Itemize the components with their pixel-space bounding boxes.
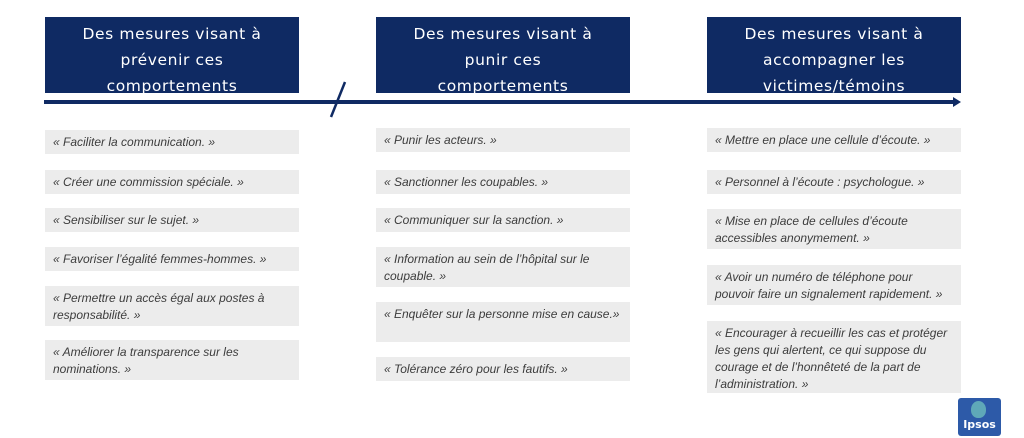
- support-item-5: « Encourager à recueillir les cas et protéger les gens qui alertent, ce qui suppose du courage et de l’honnêteté de la part de l’administration. »: [707, 321, 961, 393]
- header-punish-line3: comportements: [437, 77, 569, 95]
- punish-item-6: « Tolérance zéro pour les fautifs. »: [376, 357, 630, 381]
- support-item-4: « Avoir un numéro de téléphone pour pouvoir faire un signalement rapidement. »: [707, 265, 961, 305]
- punish-item-4: « Information au sein de l’hôpital sur le coupable. »: [376, 247, 630, 287]
- timeline-arrowhead: [953, 97, 961, 107]
- prevent-item-1: « Faciliter la communication. »: [45, 130, 299, 154]
- prevent-item-5: « Permettre un accès égal aux postes à responsabilité. »: [45, 286, 299, 326]
- punish-item-2: « Sanctionner les coupables. »: [376, 170, 630, 194]
- header-support-line2: accompagner les: [763, 51, 905, 69]
- header-prevent-line3: comportements: [106, 77, 238, 95]
- prevent-item-6: « Améliorer la transparence sur les nominations. »: [45, 340, 299, 380]
- timeline-break-mark: [327, 80, 351, 120]
- header-support-line1: Des mesures visant à: [744, 25, 924, 43]
- header-prevent-line1: Des mesures visant à: [82, 25, 262, 43]
- logo-text: Ipsos: [963, 418, 996, 431]
- logo-drop-icon: [971, 401, 986, 418]
- prevent-item-4: « Favoriser l’égalité femmes-hommes. »: [45, 247, 299, 271]
- ipsos-logo: [958, 398, 1001, 436]
- header-prevent-line2: prévenir ces: [120, 51, 224, 69]
- support-item-1: « Mettre en place une cellule d’écoute. »: [707, 128, 961, 152]
- header-support: [707, 17, 961, 93]
- punish-item-5: « Enquêter sur la personne mise en cause.»: [376, 302, 630, 342]
- header-punish-line1: Des mesures visant à: [413, 25, 593, 43]
- prevent-item-2: « Créer une commission spéciale. »: [45, 170, 299, 194]
- prevent-item-3: « Sensibiliser sur le sujet. »: [45, 208, 299, 232]
- support-item-3: « Mise en place de cellules d’écoute accessibles anonymement. »: [707, 209, 961, 249]
- header-punish-line2: punir ces: [464, 51, 542, 69]
- punish-item-3: « Communiquer sur la sanction. »: [376, 208, 630, 232]
- header-prevent: [45, 17, 299, 93]
- support-item-2: « Personnel à l’écoute : psychologue. »: [707, 170, 961, 194]
- timeline-line: [44, 100, 954, 104]
- punish-item-1: « Punir les acteurs. »: [376, 128, 630, 152]
- header-punish: [376, 17, 630, 93]
- header-support-line3: victimes/témoins: [762, 77, 906, 95]
